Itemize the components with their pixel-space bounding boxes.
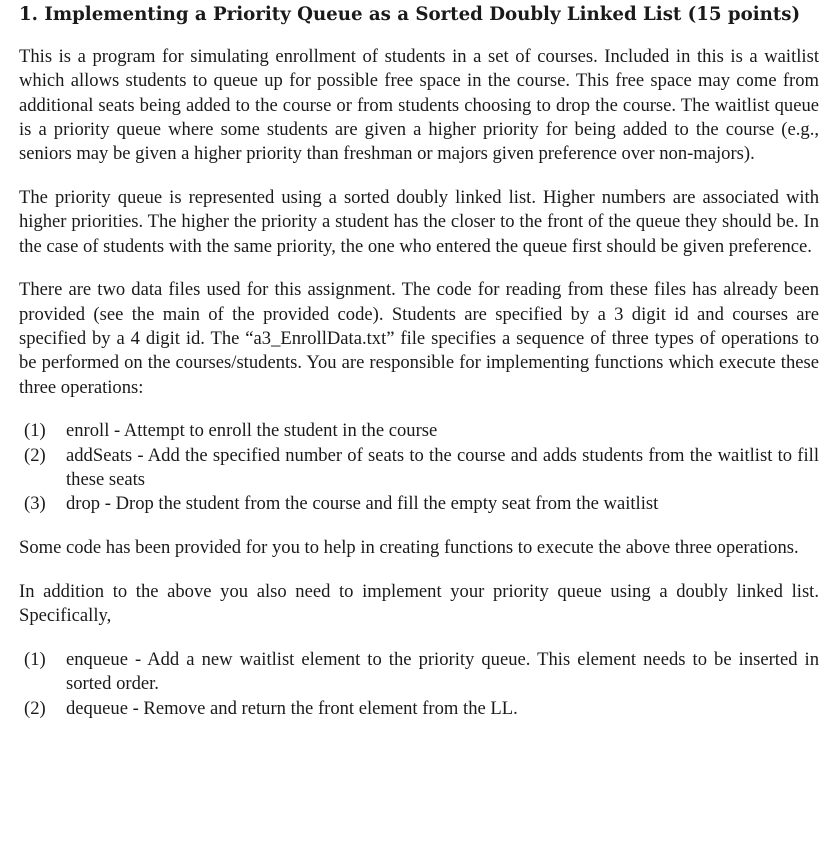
paragraph-data-files: There are two data files used for this assignment. The code for reading from these files has already been provided (see the main of the provided code). Students are specified by a 3 digit id and courses are specified by a 4 digit id. The “a3_EnrollData.txt” file specifies a sequence of three types of operations to be performed on the courses/students. You are responsible for implementing functions which execute these three operations: (19, 279, 819, 398)
list-item-text: drop - Drop the student from the course and fill the empty seat from the waitlist (66, 493, 659, 515)
list-item-drop (24, 492, 819, 516)
list-item-number: (1) (24, 648, 46, 670)
list-item-enqueue (24, 648, 819, 697)
section-title: 1. Implementing a Priority Queue as a Sorted Doubly Linked List (15 points) (19, 4, 801, 25)
paragraph-pq-implementation: In addition to the above you also need to implement your priority queue using a doubly linked list. Specifically, (19, 580, 819, 627)
paragraph-intro: This is a program for simulating enrollment of students in a set of courses. Included in this is a waitlist which allows students to queue up for possible free space in the course. This free space may come from additional seats being added to the course or from students choosing to drop the course. The waitlist queue is a priority queue where some students are given a higher priority for being added to the course (e.g., seniors may be given a higher priority than freshman or majors given preference over non-majors). (19, 46, 819, 165)
list-item-dequeue (24, 697, 819, 721)
paragraph-helper-code: Some code has been provided for you to help in creating functions to execute the above three operations. (19, 537, 799, 559)
list-item-number: (2) (24, 697, 46, 719)
list-item-number: (2) (24, 444, 46, 466)
list-item-enroll (24, 419, 819, 443)
list-item-number: (3) (24, 493, 46, 515)
list-item-text: addSeats - Add the specified number of seats to the course and adds students from the waitlist to fill these seats (66, 444, 819, 490)
list-item-number: (1) (24, 420, 46, 442)
list-item-addseats (24, 444, 819, 493)
list-item-text: dequeue - Remove and return the front element from the LL. (66, 697, 518, 719)
pq-functions-list (19, 648, 819, 721)
paragraph-priority-queue: The priority queue is represented using a sorted doubly linked list. Higher numbers are associated with higher priorities. The higher the priority a student has the closer to the front of the queue they should be. In the case of students with the same priority, the one who entered the queue first should be given preference. (19, 186, 819, 257)
list-item-text: enqueue - Add a new waitlist element to the priority queue. This element needs to be inserted in sorted order. (66, 648, 819, 695)
list-item-text: enroll - Attempt to enroll the student in the course (66, 420, 438, 442)
operations-list (19, 419, 819, 516)
